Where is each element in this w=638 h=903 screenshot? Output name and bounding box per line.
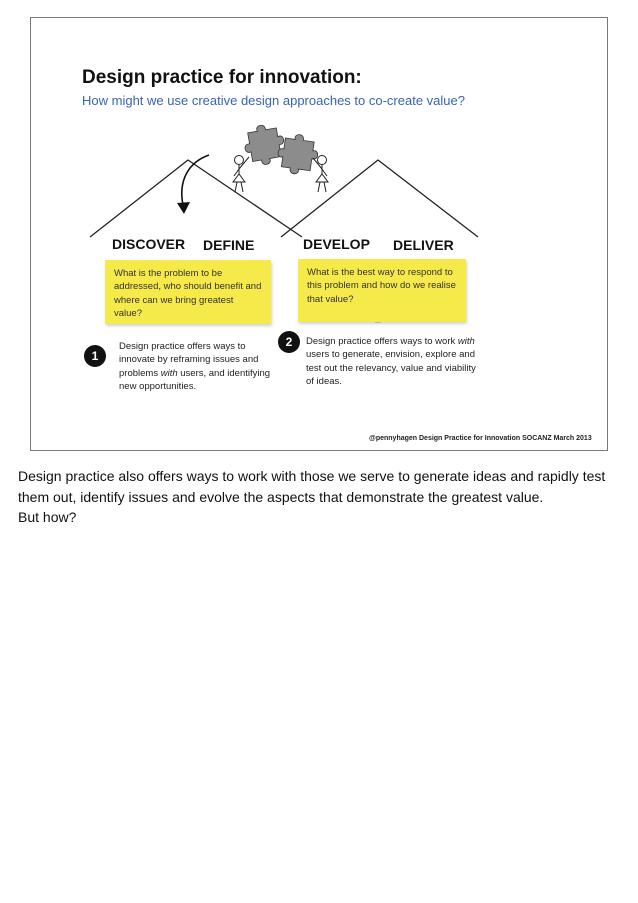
discover-define-diamond: [90, 160, 302, 237]
phase-discover: DISCOVER: [112, 236, 186, 252]
notes-paragraph: Design practice also offers ways to work with those we serve to generate ideas and rapidly test them out, identify issues and evolve the aspects that demonstrate the greatest value.: [18, 468, 606, 505]
develop-deliver-diamond: [281, 160, 478, 237]
phase-develop: DEVELOP: [303, 236, 370, 252]
step-badge-1: 1: [84, 345, 106, 367]
speaker-notes: [18, 466, 618, 528]
phase-define: DEFINE: [203, 237, 255, 253]
sticky-note-develop: What is the best way to respond to this problem and how do we realise that value?: [298, 259, 466, 322]
step-2-description: Design practice offers ways to work with users to generate, envision, explore and test out the relevancy, value and viability of ideas.: [306, 336, 476, 388]
curved-arrow: [182, 155, 209, 205]
slide-title: Design practice for innovation:: [82, 67, 362, 88]
step-2-emphasis: with: [457, 336, 475, 347]
notes-question: But how?: [18, 509, 77, 526]
stick-figure-right-icon: [313, 156, 328, 193]
slide-subtitle: How might we use creative design approaches to co-create value?: [82, 93, 465, 108]
step-1-description: Design practice offers ways to innovate by reframing issues and problems with users, and identifying new opportunities.: [119, 341, 271, 393]
sticky-note-discover: What is the problem to be addressed, who should benefit and where can we bring greatest value?: [105, 260, 271, 324]
step-1-emphasis: with: [160, 367, 178, 379]
phase-deliver: DELIVER: [393, 237, 454, 253]
slide-credit: @pennyhagen Design Practice for Innovation SOCANZ March 2013: [369, 435, 592, 442]
puzzle-piece-left-icon: [242, 122, 288, 168]
arrow-head: [177, 202, 190, 214]
stick-figure-left-icon: [233, 156, 249, 193]
step-badge-2: 2: [278, 331, 300, 353]
